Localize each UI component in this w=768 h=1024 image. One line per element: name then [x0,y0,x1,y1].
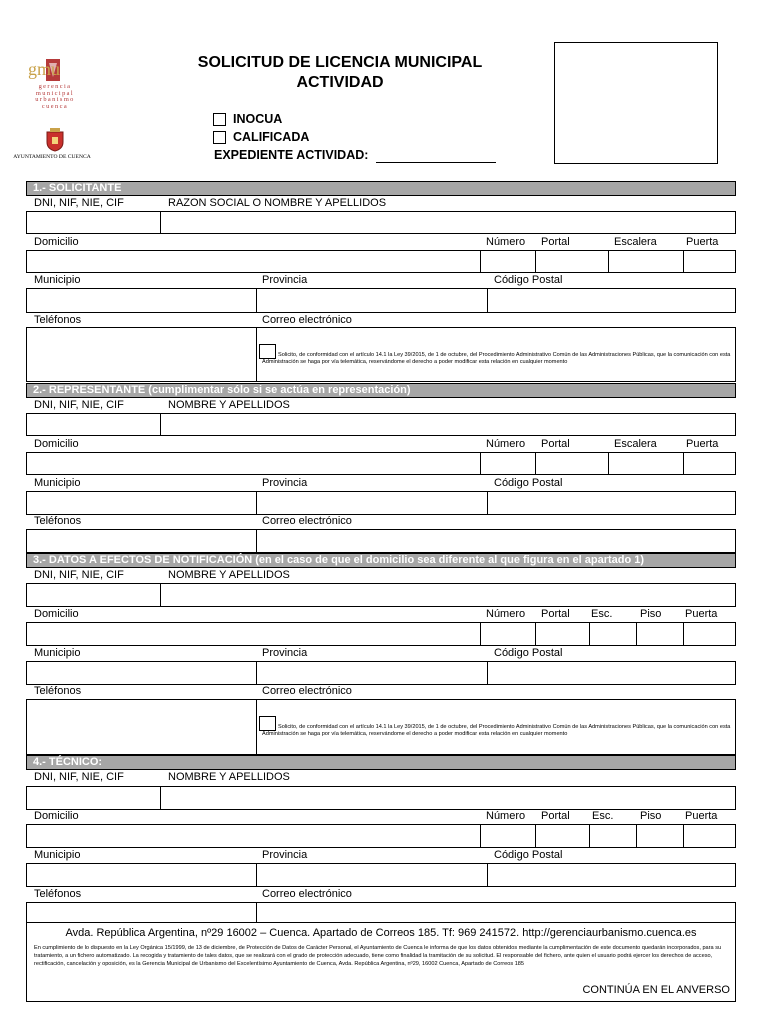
tecnico-puerta-input[interactable] [683,824,736,848]
representante-correo-input[interactable] [256,529,736,553]
inocua-label: INOCUA [233,112,283,126]
solicitante-municipio-input[interactable] [26,288,257,313]
logo-subtitle [24,84,86,110]
logo-line: gerencia [38,83,72,90]
solicitante-escalera-input[interactable] [608,250,684,273]
notificacion-provincia-input[interactable] [256,661,488,685]
notificacion-portal-input[interactable] [535,622,590,646]
title-line-2: ACTIVIDAD [296,74,384,91]
numero-label: Número [486,608,526,620]
section-representante-header: 2.- REPRESENTANTE (cumplimentar sólo si se actúa en representación) [26,383,736,398]
representante-cp-input[interactable] [487,491,736,515]
notificacion-municipio-input[interactable] [26,661,257,685]
representante-domicilio-input[interactable] [26,452,481,475]
notificacion-telefonos-input[interactable] [26,699,257,755]
tecnico-cp-input[interactable] [487,863,736,887]
piso-label: Piso [640,608,662,620]
dni-label: DNI, NIF, NIE, CIF [34,569,124,581]
representante-dni-input[interactable] [26,413,161,436]
calificada-checkbox[interactable] [213,131,226,144]
escalera-label: Escalera [614,236,657,248]
representante-municipio-input[interactable] [26,491,257,515]
footer-address: Avda. República Argentina, nº29 16002 – Cuenca. Apartado de Correos 185. Tf: 969 241572. http://gerenciaurbanismo.cuenca.es [65,927,697,939]
section-tecnico-header: 4.- TÉCNICO: [26,755,736,770]
solicitante-nombre-input[interactable] [160,211,736,234]
section-notificacion-header: 3.- DATOS A EFECTOS DE NOTIFICACIÓN (en el caso de que el domicilio sea diferente al que figura en el apartado 1) [26,553,736,568]
calificada-label: CALIFICADA [233,130,310,144]
page-title [150,53,530,93]
cp-label: Código Postal [494,477,563,489]
municipio-label: Municipio [34,647,81,659]
tecnico-piso-input[interactable] [636,824,684,848]
puerta-label: Puerta [685,608,718,620]
cp-label: Código Postal [494,274,563,286]
municipio-label: Municipio [34,849,81,861]
razon-label: RAZON SOCIAL O NOMBRE Y APELLIDOS [168,197,387,209]
representante-provincia-input[interactable] [256,491,488,515]
correo-label: Correo electrónico [262,888,352,900]
puerta-label: Puerta [685,810,718,822]
tecnico-telefonos-input[interactable] [26,902,257,923]
nombre-label: NOMBRE Y APELLIDOS [168,771,290,783]
solicitante-numero-input[interactable] [480,250,536,273]
correo-label: Correo electrónico [262,515,352,527]
notificacion-numero-input[interactable] [480,622,536,646]
tecnico-numero-input[interactable] [480,824,536,848]
representante-escalera-input[interactable] [608,452,684,475]
coat-of-arms-icon [44,128,66,152]
correo-label: Correo electrónico [262,314,352,326]
esc-label: Esc. [591,608,613,620]
notificacion-puerta-input[interactable] [683,622,736,646]
dni-label: DNI, NIF, NIE, CIF [34,197,124,209]
solicitante-consent-text: Solicito, de conformidad con el artículo 14.1 la Ley 39/2015, de 1 de octubre, del Procedimiento Administrativo Común de las Administraciones Públicas, que la comunicación con esta Administración se haga por vía telemática, reservándome el derecho a poder modificar esta relación en cualquier momento [262,352,731,366]
portal-label: Portal [541,810,570,822]
cp-label: Código Postal [494,849,563,861]
telefonos-label: Teléfonos [34,888,82,900]
tecnico-correo-input[interactable] [256,902,736,923]
logo-line: cuenca [41,102,69,110]
dni-label: DNI, NIF, NIE, CIF [34,771,124,783]
inocua-checkbox[interactable] [213,113,226,126]
tecnico-municipio-input[interactable] [26,863,257,887]
cp-label: Código Postal [494,647,563,659]
section-solicitante-header: 1.- SOLICITANTE [26,181,736,196]
domicilio-label: Domicilio [34,608,79,620]
portal-label: Portal [541,236,570,248]
piso-label: Piso [640,810,662,822]
tecnico-domicilio-input[interactable] [26,824,481,848]
representante-portal-input[interactable] [535,452,609,475]
municipio-label: Municipio [34,274,81,286]
logo-line: urbanismo [35,96,75,104]
municipio-label: Municipio [34,477,81,489]
solicitante-domicilio-input[interactable] [26,250,481,273]
provincia-label: Provincia [262,849,308,861]
representante-numero-input[interactable] [480,452,536,475]
nombre-label: NOMBRE Y APELLIDOS [168,569,290,581]
solicitante-provincia-input[interactable] [256,288,488,313]
solicitante-cp-input[interactable] [487,288,736,313]
option-inocua[interactable] [213,112,282,126]
numero-label: Número [486,810,526,822]
tecnico-esc-input[interactable] [589,824,637,848]
notificacion-dni-input[interactable] [26,583,161,607]
gmu-logo-mark [26,55,84,85]
puerta-label: Puerta [686,438,719,450]
expediente-field[interactable] [214,148,496,163]
provincia-label: Provincia [262,274,308,286]
telefonos-label: Teléfonos [34,685,82,697]
telefonos-label: Teléfonos [34,515,82,527]
representante-nombre-input[interactable] [160,413,736,436]
escalera-label: Escalera [614,438,657,450]
gmu-logo [26,55,84,85]
notificacion-domicilio-input[interactable] [26,622,481,646]
tecnico-provincia-input[interactable] [256,863,488,887]
tecnico-dni-input[interactable] [26,786,161,810]
nombre-label: NOMBRE Y APELLIDOS [168,399,290,411]
registration-stamp-box [554,42,718,164]
domicilio-label: Domicilio [34,810,79,822]
domicilio-label: Domicilio [34,438,79,450]
solicitante-dni-input[interactable] [26,211,161,234]
representante-telefonos-input[interactable] [26,529,257,553]
logo-line: municipal [35,89,75,97]
title-line-1: SOLICITUD DE LICENCIA MUNICIPAL [197,54,483,71]
svg-text:gmu: gmu [28,59,61,79]
solicitante-telefonos-input[interactable] [26,327,257,382]
telefonos-label: Teléfonos [34,314,82,326]
ayuntamiento-label: AYUNTAMIENTO DE CUENCA [13,154,91,160]
domicilio-label: Domicilio [34,236,79,248]
notificacion-nombre-input[interactable] [160,583,736,607]
correo-label: Correo electrónico [262,685,352,697]
provincia-label: Provincia [262,477,308,489]
tecnico-portal-input[interactable] [535,824,590,848]
solicitante-portal-input[interactable] [535,250,609,273]
continua-note: CONTINÚA EN EL ANVERSO [582,984,730,996]
dni-label: DNI, NIF, NIE, CIF [34,399,124,411]
solicitante-puerta-input[interactable] [683,250,736,273]
numero-label: Número [486,438,526,450]
expediente-label: EXPEDIENTE ACTIVIDAD: [214,148,369,162]
tecnico-nombre-input[interactable] [160,786,736,810]
notificacion-esc-input[interactable] [589,622,637,646]
representante-puerta-input[interactable] [683,452,736,475]
expediente-line[interactable] [376,148,496,163]
option-calificada[interactable] [213,130,309,144]
notificacion-piso-input[interactable] [636,622,684,646]
portal-label: Portal [541,608,570,620]
portal-label: Portal [541,438,570,450]
puerta-label: Puerta [686,236,719,248]
numero-label: Número [486,236,526,248]
provincia-label: Provincia [262,647,308,659]
footer-legal-text: En cumplimiento de lo dispuesto en la Ley Orgánica 15/1999, de 13 de diciembre, de Protección de Datos de Carácter Personal, el Ayuntamiento de Cuenca le informa de que los datos obtenidos mediante la cumplimentación de este documento quedarán incorporados, para su tratamiento, a un fichero automatizado. La recogida y tratamiento de tales datos, que se realizará con el grado de protección adecuado, tiene como finalidad la tramitación de su solicitud. El responsable del fichero, ante quien el usuario podrá ejercer los derechos de acceso, rectificación, cancelación y oposición, es la Gerencia Municipal de Urbanismo del Excelentísimo Ayuntamiento de Cuenca, Avda. República Argentina, nº29, 16002 Cuenca, Apartado de Correos 185 [34,945,722,967]
notificacion-cp-input[interactable] [487,661,736,685]
esc-label: Esc. [592,810,614,822]
notificacion-consent-text: Solicito, de conformidad con el artículo 14.1 la Ley 39/2015, de 1 de octubre, del Procedimiento Administrativo Común de las Administraciones Públicas, que la comunicación con esta Administración se haga por vía telemática, reservándome el derecho a poder modificar esta relación en cualquier momento [262,724,731,738]
